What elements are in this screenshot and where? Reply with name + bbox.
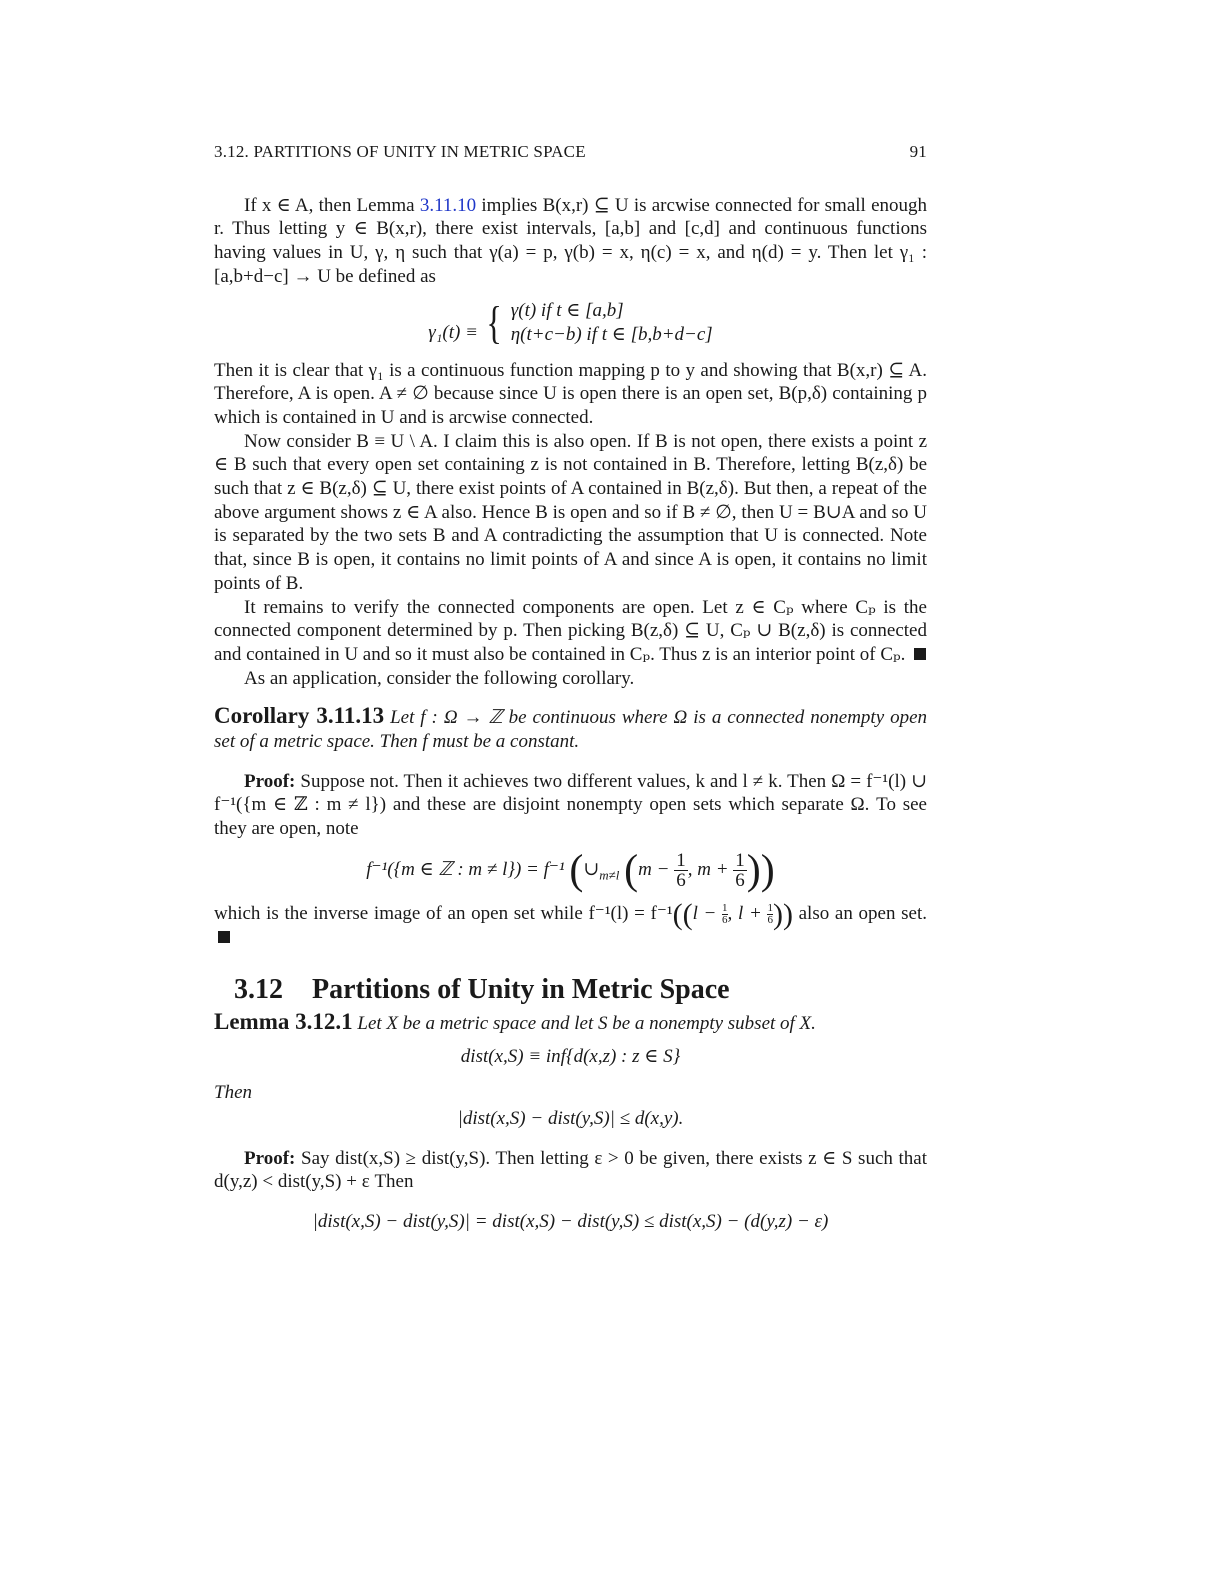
lemma-reference-link[interactable]: 3.11.10 [419, 194, 477, 216]
running-header [214, 140, 927, 164]
paragraph-5: As an application, consider the following corollary. [244, 667, 635, 689]
section-heading [234, 974, 927, 1006]
paragraph-2: Then it is clear that γ₁ is a continuous function mapping p to y and showing that B(x,r) ⊆ A. Therefore, A is open. A ≠ ∅ because since U is open there is an open set, B(p,δ) containing p which is contained in U and is arcwise connected. [214, 359, 927, 428]
page [214, 140, 927, 1246]
lemma-body: Let X be a metric space and let S be a nonempty subset of X. [357, 1012, 816, 1034]
page-number: 91 [909, 142, 927, 161]
equation-dist-def: dist(x,S) ≡ inf{d(x,z) : z ∈ S} [460, 1046, 681, 1068]
equation-gamma1: γ₁(t) ≡ { γ(t) if t ∈ [a,b] η(t+c−b) if t ∈ [b,b+d−c] [428, 296, 713, 348]
then-label: Then [214, 1082, 252, 1104]
equation-dist-proof: |dist(x,S) − dist(y,S)| = dist(x,S) − dist(y,S) ≤ dist(x,S) − (d(y,z) − ε) [312, 1210, 829, 1232]
paragraph-1: If x ∈ A, then Lemma 3.11.10 implies B(x,r) ⊆ U is arcwise connected for small enough r. Thus letting y ∈ B(x,r), there exist intervals, [a,b] and [c,d] and continuous functions having values in U, γ, η such that γ(a) = p, γ(b) = x, η(c) = x, and η(d) = y. Then let γ₁ : [a,b+d−c] → U be defined as [214, 194, 927, 287]
lemma-title: Lemma 3.12.1 [214, 1008, 353, 1034]
lemma [214, 1010, 927, 1036]
qed-square [218, 931, 230, 943]
corollary-body: Let f : Ω → ℤ be continuous where Ω is a connected nonempty open set of a metric space. Then f must be a constant. [214, 707, 928, 753]
paragraph-6: which is the inverse image of an open set while f⁻¹(l) = f⁻¹((l − $\frac{1}{6}$ , l + $\frac{1}{6}$ )) also an open set. [214, 902, 927, 950]
header-title: 3.12. PARTITIONS OF UNITY IN METRIC SPACE [214, 142, 586, 161]
equation-dist-inequality: |dist(x,S) − dist(y,S)| ≤ d(x,y). [457, 1107, 684, 1129]
paragraph-4: It remains to verify the connected components are open. Let z ∈ Cₚ where Cₚ is the connected component determined by p. Then picking B(z,δ) ⊆ U, Cₚ ∪ B(z,δ) is connected and contained in U and so it must also be contained in Cₚ. Thus z is an interior point of Cₚ. [214, 596, 927, 665]
proof-2: Proof: Say dist(x,S) ≥ dist(y,S). Then letting ε > 0 be given, there exists z ∈ S such that d(y,z) < dist(y,S) + ε Then [214, 1147, 927, 1193]
section-title: Partitions of Unity in Metric Space [312, 974, 730, 1006]
proof-1: Proof: Suppose not. Then it achieves two different values, k and l ≠ k. Then Ω = f⁻¹(l) ∪ f⁻¹({m ∈ ℤ : m ≠ l}) and these are disjoint nonempty open sets which separate Ω. To see they are open, note [214, 770, 928, 840]
left-brace: { [485, 296, 502, 348]
paragraph-3: Now consider B ≡ U \ A. I claim this is also open. If B is not open, there exists a point z ∈ B such that every open set containing z is not contained in B. Therefore, letting B(z,δ) be such that z ∈ B(z,δ) ⊆ U, there exist points of A contained in B(z,δ). But then, a repeat of the above argument shows z ∈ A also. Hence B is open and so if B ≠ ∅, then U = B∪A and so U is separated by the two sets B and A contradicting the assumption that U is connected. Note that, since B is open, it contains no limit points of A and since A is open, it contains no limit points of B. [214, 430, 927, 594]
corollary-title: Corollary 3.11.13 [214, 703, 385, 729]
section-number: 3.12 [234, 974, 283, 1006]
corollary [214, 704, 927, 753]
equation-preimage: f⁻¹({m ∈ ℤ : m ≠ l}) = f⁻¹ ($\cup_{m\ne l}$ (m − $\frac{1}{6}$ , m + $\frac{1}{6}$ )) [366, 847, 775, 894]
qed-square [914, 648, 926, 660]
